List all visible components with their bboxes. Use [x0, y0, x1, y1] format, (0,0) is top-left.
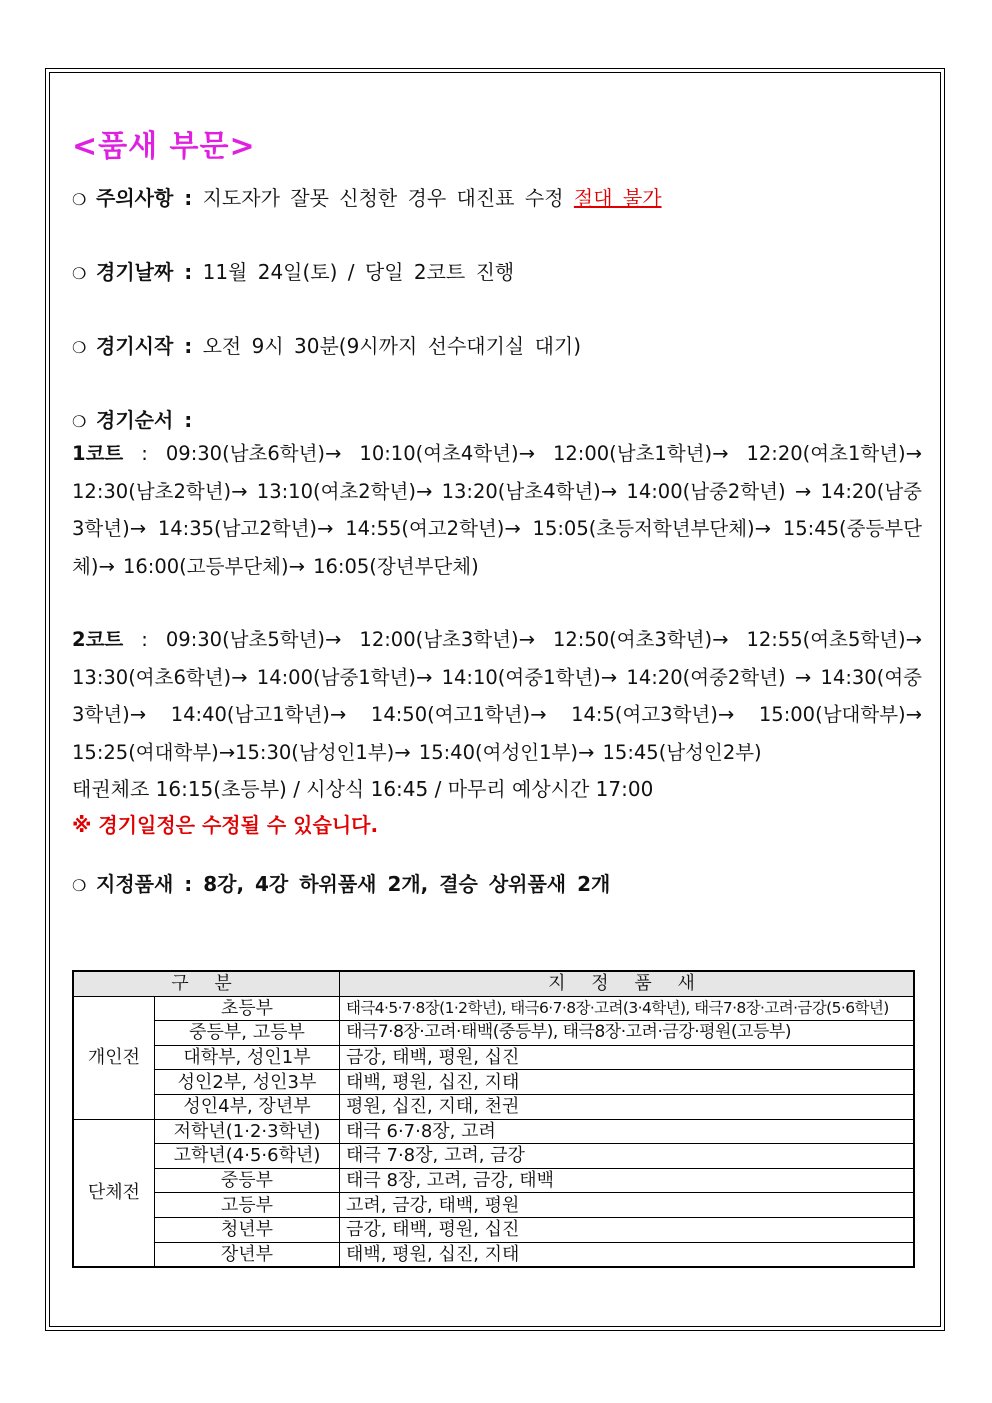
section-title: <품새 부문>: [72, 129, 256, 164]
table-row: [73, 1168, 914, 1193]
circle-bullet-icon: ❍: [72, 190, 87, 209]
date-text: 11월 24일(토) / 당일 2코트 진행: [202, 260, 515, 284]
division-cell: 중등부: [155, 1168, 340, 1193]
start-label: 경기시작 :: [96, 334, 193, 358]
notice-start: [72, 331, 922, 361]
table-row: [73, 1070, 914, 1095]
division-cell: 대학부, 성인1부: [155, 1045, 340, 1070]
schedule-change-notice: ※ 경기일정은 수정될 수 있습니다.: [72, 813, 379, 837]
header-poomsae: 지 정 품 새: [340, 971, 915, 996]
caution-label: 주의사항 :: [96, 186, 193, 210]
court1-schedule: [72, 435, 922, 585]
start-text: 오전 9시 30분(9시까지 선수대기실 대기): [202, 334, 582, 358]
table-row: [73, 1217, 914, 1242]
table-row: [73, 1193, 914, 1218]
table-row: [73, 1119, 914, 1144]
poomsae-cell: 태극 7·8장, 고려, 금강: [340, 1144, 915, 1169]
notice-caution: [72, 183, 922, 213]
table-row: [73, 1144, 914, 1169]
court2-schedule: [72, 621, 922, 771]
caution-text: 지도자가 잘못 신청한 경우 대진표 수정: [202, 186, 564, 210]
division-cell: 고학년(4·5·6학년): [155, 1144, 340, 1169]
court1-text: : 09:30(남초6학년)→ 10:10(여초4학년)→ 12:00(남초1학년)→ 12:20(여초1학년)→ 12:30(남초2학년)→ 13:10(여초2학년)→ 13:20(남초4학년)→ 14:00(남중2학년) → 14:20(남중3학년)→ 14:35(남고2학년)→ 14:55(여고2학년)→ 15:05(초등저학년부단체)→ 15:45(중등부단체)→ 16:00(고등부단체)→ 16:05(장년부단체): [72, 442, 922, 578]
date-label: 경기날짜 :: [96, 260, 193, 284]
division-cell: 청년부: [155, 1217, 340, 1242]
poomsae-cell: 태백, 평원, 십진, 지태: [340, 1070, 915, 1095]
closing-schedule: 태권체조 16:15(초등부) / 시상식 16:45 / 마무리 예상시간 17:00: [72, 777, 654, 801]
table-row: [73, 1242, 914, 1267]
designated-heading: [72, 869, 922, 899]
poomsae-cell: 평원, 십진, 지태, 천권: [340, 1094, 915, 1119]
header-division: 구 분: [73, 971, 340, 996]
poomsae-cell: 태극 8장, 고려, 금강, 태백: [340, 1168, 915, 1193]
circle-bullet-icon: ❍: [72, 876, 87, 895]
poomsae-cell: 금강, 태백, 평원, 십진: [340, 1217, 915, 1242]
category-team: 단체전: [73, 1119, 155, 1267]
poomsae-cell: 태극 6·7·8장, 고려: [340, 1119, 915, 1144]
circle-bullet-icon: ❍: [72, 338, 87, 357]
division-cell: 장년부: [155, 1242, 340, 1267]
poomsae-cell: 태백, 평원, 십진, 지태: [340, 1242, 915, 1267]
notice-date: [72, 257, 922, 287]
order-label: 경기순서 :: [96, 408, 193, 432]
designated-label: 지정품새 : 8강, 4강 하위품새 2개, 결승 상위품새 2개: [96, 872, 611, 896]
poomsae-cell: 고려, 금강, 태백, 평원: [340, 1193, 915, 1218]
table-row: [73, 996, 914, 1021]
poomsae-cell: 태극4·5·7·8장(1·2학년), 태극6·7·8장·고려(3·4학년), 태극7·8장·고려·금강(5·6학년): [340, 996, 915, 1021]
category-individual: 개인전: [73, 996, 155, 1119]
designated-poomsae-table: [72, 970, 915, 1268]
poomsae-cell: 금강, 태백, 평원, 십진: [340, 1045, 915, 1070]
division-cell: 성인4부, 장년부: [155, 1094, 340, 1119]
division-cell: 저학년(1·2·3학년): [155, 1119, 340, 1144]
caution-emphasis: 절대 불가: [573, 186, 662, 210]
division-cell: 초등부: [155, 996, 340, 1021]
division-cell: 중등부, 고등부: [155, 1021, 340, 1046]
table-row: [73, 1021, 914, 1046]
court2-label: 2코트: [72, 628, 124, 651]
table-row: [73, 1094, 914, 1119]
division-cell: 성인2부, 성인3부: [155, 1070, 340, 1095]
table-header-row: [73, 971, 914, 996]
poomsae-cell: 태극7·8장·고려·태백(중등부), 태극8장·고려·금강·평원(고등부): [340, 1021, 915, 1046]
table-row: [73, 1045, 914, 1070]
circle-bullet-icon: ❍: [72, 412, 87, 431]
order-heading: [72, 405, 922, 435]
document-body: [72, 125, 922, 899]
division-cell: 고등부: [155, 1193, 340, 1218]
court1-label: 1코트: [72, 442, 124, 465]
court2-text: : 09:30(남초5학년)→ 12:00(남초3학년)→ 12:50(여초3학년)→ 12:55(여초5학년)→ 13:30(여초6학년)→ 14:00(남중1학년)→ 14:10(여중1학년)→ 14:20(여중2학년) → 14:30(여중3학년)→ 14:40(남고1학년)→ 14:50(여고1학년)→ 14:5(여고3학년)→ 15:00(남대학부)→ 15:25(여대학부)→15:30(남성인1부)→ 15:40(여성인1부)→ 15:45(남성인2부): [72, 628, 922, 764]
circle-bullet-icon: ❍: [72, 264, 87, 283]
